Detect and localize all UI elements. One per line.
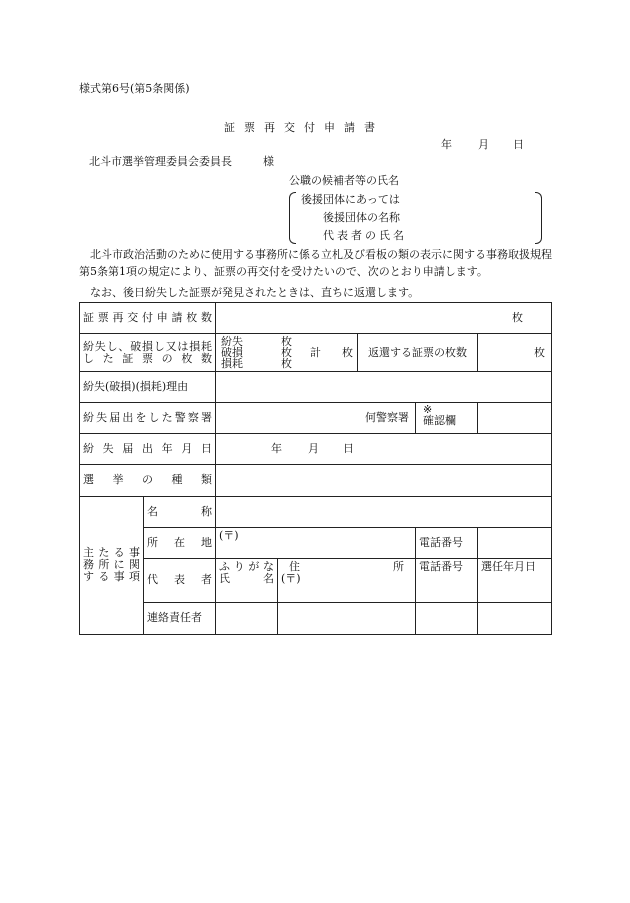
contact-cell-4[interactable] — [478, 602, 552, 634]
appointment-date-label: 選任年月日 — [481, 559, 536, 573]
addressee: 北斗市選挙管理委員会委員長 — [89, 155, 232, 168]
page-title: 証票再交付申請書 — [224, 121, 384, 134]
report-year: 年 — [271, 442, 282, 456]
representative-label: 代表者 — [144, 558, 216, 602]
table-row — [80, 372, 552, 403]
table-row — [80, 434, 552, 465]
table-row — [80, 558, 552, 602]
shimei-label: 氏名 — [219, 571, 274, 585]
request-count-cell[interactable] — [216, 303, 552, 334]
office-matters-label — [80, 496, 144, 635]
unit-sheets: 枚 — [512, 311, 524, 325]
office-address-label: 所在地 — [144, 527, 216, 558]
contact-person-label: 連絡責任者 — [144, 602, 216, 634]
office-label-line3: する事項 — [83, 570, 140, 584]
confirm-mark: ※ — [423, 403, 433, 417]
jusho-label: 住所 — [289, 559, 404, 573]
lost-damaged-label-line2: した証票の枚数 — [83, 351, 212, 365]
total-label: 計 — [310, 346, 321, 360]
table-row — [80, 527, 552, 558]
group-note: 後援団体にあっては — [301, 193, 400, 206]
office-label-line2: 務所に関 — [83, 558, 140, 572]
police-station-cell[interactable] — [216, 403, 416, 434]
confirm-label: 確認欄 — [423, 414, 456, 428]
damaged-unit: 枚 — [281, 346, 292, 360]
contact-cell-3[interactable] — [416, 602, 478, 634]
bracket-left — [289, 192, 296, 244]
returned-unit: 枚 — [534, 345, 546, 359]
returned-count-label: 返還する証票の枚数 — [358, 334, 478, 372]
reason-label: 紛失(破損)(損耗)理由 — [80, 372, 216, 403]
report-date-cell[interactable] — [216, 434, 552, 465]
body-paragraph-2: なお、後日紛失した証票が発見されたときは、直ちに返還します。 — [90, 286, 420, 299]
office-phone-label: 電話番号 — [416, 527, 478, 558]
representative-name-label: 代表者の氏名 — [323, 229, 407, 242]
table-row — [80, 602, 552, 634]
police-station-label: 紛失届出をした警察署 — [80, 403, 216, 434]
police-suffix: 何警察署 — [365, 411, 409, 425]
report-month: 月 — [308, 442, 319, 456]
office-name-cell[interactable] — [216, 496, 552, 527]
application-table — [79, 302, 552, 635]
office-address-cell[interactable] — [216, 527, 416, 558]
report-date-label: 紛失届出年月日 — [80, 434, 216, 465]
report-day: 日 — [343, 442, 354, 456]
table-row — [80, 334, 552, 372]
office-label-line1: 主たる事 — [83, 546, 140, 560]
honorific: 様 — [263, 155, 274, 168]
bracket-right — [535, 192, 542, 244]
contact-cell-2[interactable] — [278, 602, 416, 634]
rep-address-cell[interactable] — [278, 558, 416, 602]
date-year-label: 年 — [441, 138, 452, 151]
table-row — [80, 496, 552, 527]
rep-postal-mark: (〒) — [281, 571, 301, 585]
worn-label: 損耗 — [221, 357, 243, 371]
body-paragraph-1: 北斗市政治活動のために使用する事務所に係る立札及び看板の類の表示に関する事務取扱規程第5条第1項の規定により、証票の再交付を受けたいので、次のとおり申請します。 — [79, 248, 552, 278]
reason-cell[interactable] — [216, 372, 552, 403]
rep-phone-label: 電話番号 — [416, 558, 478, 602]
date-day-label: 日 — [513, 138, 524, 151]
returned-count-cell[interactable] — [478, 334, 552, 372]
table-row — [80, 303, 552, 334]
election-type-label: 選挙の種類 — [80, 465, 216, 496]
lost-label: 紛失 — [221, 335, 243, 349]
lost-damaged-label — [80, 334, 216, 372]
confirm-cell[interactable] — [478, 403, 552, 434]
confirm-column-label — [416, 403, 478, 434]
office-phone-cell[interactable] — [478, 527, 552, 558]
lost-unit: 枚 — [281, 335, 292, 349]
date-month-label: 月 — [478, 138, 489, 151]
office-name-label: 名称 — [144, 496, 216, 527]
total-unit: 枚 — [342, 346, 353, 360]
table-row — [80, 403, 552, 434]
applicant-name-label: 公職の候補者等の氏名 — [289, 174, 399, 187]
worn-unit: 枚 — [281, 357, 292, 371]
election-type-cell[interactable] — [216, 465, 552, 496]
contact-cell-1[interactable] — [216, 602, 278, 634]
request-count-label: 証票再交付申請枚数 — [80, 303, 216, 334]
lost-damaged-label-line1: 紛失し、破損し又は損耗 — [83, 339, 212, 353]
damaged-label: 破損 — [221, 346, 243, 360]
rep-name-cell[interactable] — [216, 558, 278, 602]
group-name-label: 後援団体の名称 — [323, 211, 400, 224]
appointment-date-cell[interactable] — [478, 558, 552, 602]
table-row — [80, 465, 552, 496]
postal-mark: (〒) — [219, 528, 239, 542]
furigana-label: ふりがな — [219, 559, 274, 573]
form-number: 様式第6号(第5条関係) — [79, 82, 190, 95]
lost-damaged-count-cell[interactable] — [216, 334, 358, 372]
